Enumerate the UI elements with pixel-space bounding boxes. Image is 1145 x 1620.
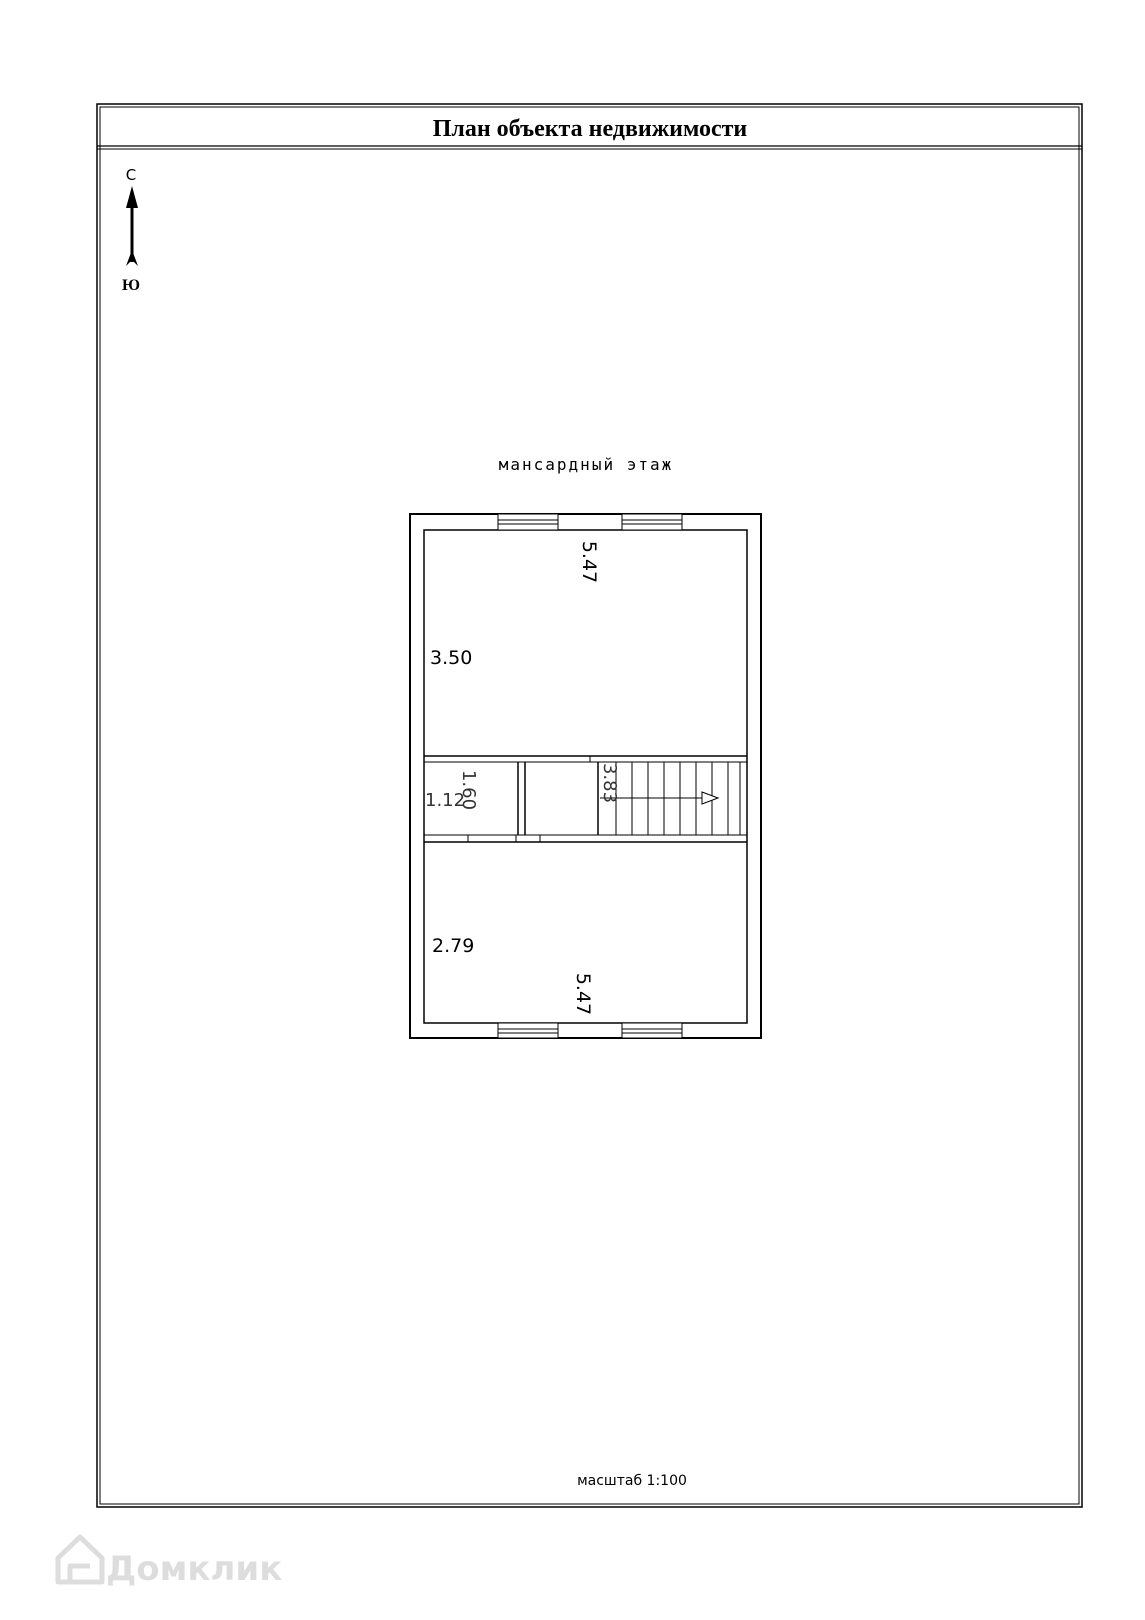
hall-walls (518, 762, 598, 835)
south-label: Ю (121, 277, 141, 294)
building-plan (410, 514, 761, 1038)
north-label: С (125, 166, 137, 184)
domclick-watermark-logo (58, 1537, 282, 1589)
window-top-left (498, 514, 558, 530)
window-bottom-right (622, 1023, 682, 1038)
stairs (600, 762, 740, 835)
dimension-bottom-room-depth: 2.79 (432, 935, 475, 957)
dimension-top-room-width: 5.47 (578, 540, 600, 584)
watermark-text: Домклик (106, 1549, 283, 1589)
window-top-right (622, 514, 682, 530)
window-bottom-left (498, 1023, 558, 1038)
dimension-stair-length: 3.83 (599, 762, 620, 804)
partition-bottom (424, 835, 747, 842)
page-title: План объекта недвижимости (432, 116, 748, 142)
north-arrow-icon (122, 166, 140, 294)
floor-label: мансардный этаж (498, 455, 674, 474)
dimension-corridor-length: 1.60 (458, 769, 479, 811)
sheet-frame (97, 104, 1082, 1507)
partition-top (424, 756, 747, 762)
dimension-corridor-width: 1.12 (425, 790, 466, 811)
scale-label: масштаб 1:100 (577, 1473, 687, 1489)
dimension-top-room-depth: 3.50 (430, 647, 473, 669)
dimension-bottom-room-width: 5.47 (572, 972, 594, 1016)
